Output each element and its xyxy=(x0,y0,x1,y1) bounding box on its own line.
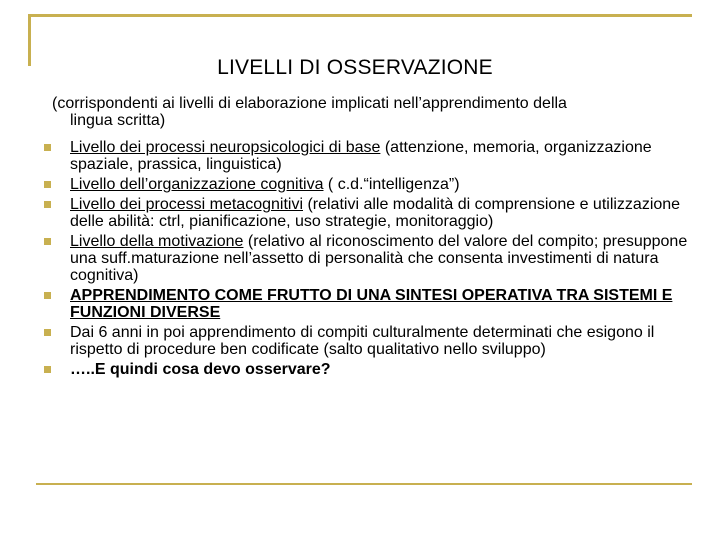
item-underlined-text: Livello dei processi metacognitivi xyxy=(70,196,303,213)
list-item xyxy=(44,361,694,378)
bullet-list xyxy=(44,139,694,381)
list-item xyxy=(44,196,694,230)
subtitle-line-1: (corrispondenti ai livelli di elaborazione implicati nell’apprendimento della xyxy=(52,95,567,112)
item-underlined-text: Livello dell’organizzazione cognitiva xyxy=(70,176,324,193)
square-bullet-icon xyxy=(44,292,51,299)
list-item xyxy=(44,324,694,358)
item-question-text: …..E quindi cosa devo osservare? xyxy=(70,361,331,378)
square-bullet-icon xyxy=(44,329,51,336)
list-item xyxy=(44,176,694,193)
list-item xyxy=(44,139,694,173)
subtitle-line-2: lingua scritta) xyxy=(70,112,166,129)
list-item xyxy=(44,287,694,321)
item-text: (relativi alle modalità di comprensione e utilizzazione delle abilità: ctrl, pianificazione, uso strategie, monitoraggio) xyxy=(70,196,681,230)
frame-bottom-rule xyxy=(36,483,692,485)
item-text: (attenzione, memoria, organizzazione spaziale, prassica, linguistica) xyxy=(70,139,652,173)
list-item xyxy=(44,233,694,284)
frame-top-border xyxy=(28,14,692,17)
slide-title: LIVELLI DI OSSERVAZIONE xyxy=(217,56,493,79)
square-bullet-icon xyxy=(44,181,51,188)
item-emphasis-text: APPRENDIMENTO COME FRUTTO DI UNA SINTESI OPERATIVA TRA SISTEMI E FUNZIONI DIVERSE xyxy=(70,287,673,321)
square-bullet-icon xyxy=(44,144,51,151)
square-bullet-icon xyxy=(44,201,51,208)
item-text: ( c.d.“intelligenza”) xyxy=(323,176,460,193)
item-text: (relativo al riconoscimento del valore del compito; presuppone una suff.maturazione nell’assetto di personalità che consenta investimenti di natura cognitiva) xyxy=(70,233,688,284)
item-underlined-text: Livello dei processi neuropsicologici di base xyxy=(70,139,381,156)
square-bullet-icon xyxy=(44,366,51,373)
item-underlined-text: Livello della motivazione xyxy=(70,233,244,250)
slide-subtitle xyxy=(52,95,692,129)
square-bullet-icon xyxy=(44,238,51,245)
item-text: Dai 6 anni in poi apprendimento di compiti culturalmente determinati che esigono il rispetto di procedure ben codificate (salto qualitativo nello sviluppo) xyxy=(70,324,655,358)
